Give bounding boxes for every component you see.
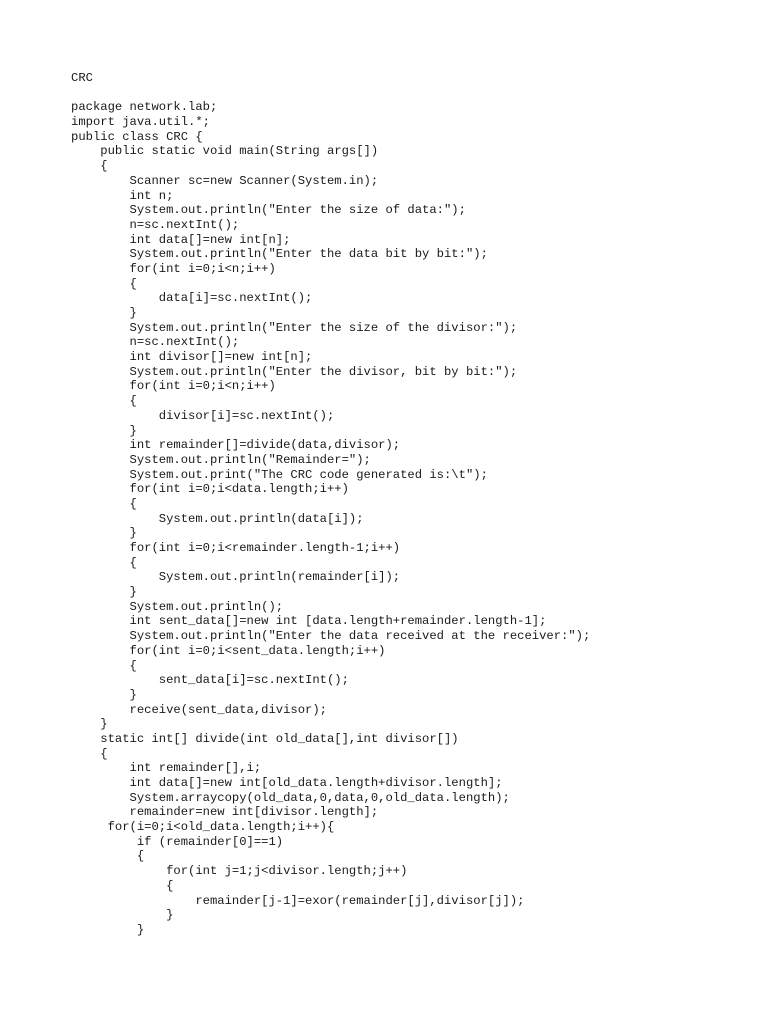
- code-line: n=sc.nextInt();: [71, 217, 240, 232]
- code-line: System.out.println("Enter the size of the divisor:");: [71, 320, 518, 335]
- code-line: public static void main(String args[]): [71, 144, 379, 159]
- code-line: {: [71, 746, 108, 761]
- code-line: int sent_data[]=new int [data.length+remainder.length-1];: [71, 614, 547, 629]
- code-line: sent_data[i]=sc.nextInt();: [71, 673, 349, 688]
- code-line: {: [71, 849, 145, 864]
- code-line: {: [71, 878, 174, 893]
- code-line: int n;: [71, 188, 174, 203]
- code-line: }: [71, 526, 137, 541]
- code-line: remainder=new int[divisor.length];: [71, 805, 379, 820]
- code-line: for(int i=0;i<n;i++): [71, 261, 276, 276]
- code-line: if (remainder[0]==1): [71, 834, 284, 849]
- code-line: System.out.println(remainder[i]);: [71, 570, 401, 585]
- code-document: [71, 71, 590, 938]
- code-line: int remainder[],i;: [71, 761, 262, 776]
- code-line: {: [71, 496, 137, 511]
- code-line: n=sc.nextInt();: [71, 335, 240, 350]
- code-line: int divisor[]=new int[n];: [71, 350, 313, 365]
- code-line: }: [71, 585, 137, 600]
- code-line: int data[]=new int[old_data.length+divisor.length];: [71, 776, 503, 790]
- code-line: System.out.println("Enter the data bit by bit:");: [71, 247, 488, 262]
- code-line: [71, 86, 590, 101]
- code-line: {: [71, 658, 137, 673]
- code-line: }: [71, 423, 137, 438]
- code-line: System.out.print("The CRC code generated is:\t");: [71, 467, 488, 482]
- document-title: CRC: [71, 71, 93, 85]
- code-line: for(int i=0;i<data.length;i++): [71, 482, 349, 497]
- code-line: System.out.println("Enter the size of data:");: [71, 203, 466, 218]
- code-line: int data[]=new int[n];: [71, 232, 291, 247]
- code-line: }: [71, 306, 137, 320]
- code-line: receive(sent_data,divisor);: [71, 702, 327, 717]
- code-line: System.out.println("Enter the data received at the receiver:");: [71, 629, 591, 644]
- code-line: }: [71, 687, 137, 702]
- code-line: {: [71, 394, 137, 409]
- code-line: {: [71, 159, 108, 174]
- code-line: int remainder[]=divide(data,divisor);: [71, 438, 401, 453]
- code-line: import java.util.*;: [71, 115, 210, 130]
- code-line: for(int j=1;j<divisor.length;j++): [71, 864, 408, 879]
- code-line: for(int i=0;i<remainder.length-1;i++): [71, 541, 401, 555]
- code-line: remainder[j-1]=exor(remainder[j],divisor[j]);: [71, 893, 525, 908]
- code-line: Scanner sc=new Scanner(System.in);: [71, 173, 379, 188]
- code-line: System.out.println();: [71, 599, 284, 614]
- code-line: public class CRC {: [71, 129, 203, 144]
- code-line: }: [71, 922, 145, 937]
- code-line: }: [71, 717, 108, 732]
- code-line: {: [71, 555, 137, 570]
- code-line: for(i=0;i<old_data.length;i++){: [71, 820, 335, 835]
- code-line: {: [71, 276, 137, 291]
- code-line: System.out.println("Remainder=");: [71, 452, 371, 467]
- code-line: divisor[i]=sc.nextInt();: [71, 408, 335, 423]
- code-line: }: [71, 908, 174, 923]
- code-line: System.arraycopy(old_data,0,data,0,old_data.length);: [71, 790, 510, 805]
- code-line: System.out.println(data[i]);: [71, 511, 364, 526]
- code-line: System.out.println("Enter the divisor, bit by bit:");: [71, 364, 518, 379]
- code-line: static int[] divide(int old_data[],int divisor[]): [71, 731, 459, 746]
- code-line: for(int i=0;i<n;i++): [71, 379, 276, 394]
- code-line: for(int i=0;i<sent_data.length;i++): [71, 643, 386, 658]
- code-line: data[i]=sc.nextInt();: [71, 291, 313, 306]
- code-line: package network.lab;: [71, 100, 218, 115]
